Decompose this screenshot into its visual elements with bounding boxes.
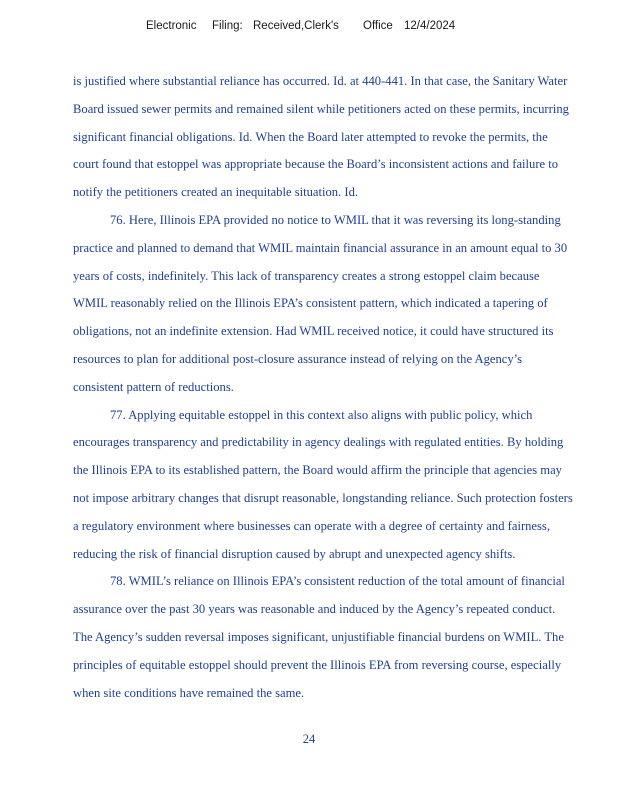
body-line: The Agency’s sudden reversal imposes significant, unjustifiable financial burdens on WMIL. The	[73, 629, 564, 644]
body-line: Board issued sewer permits and remained silent while petitioners acted on these permits, incurring	[73, 101, 569, 116]
body-line: principles of equitable estoppel should prevent the Illinois EPA from reversing course, especially	[73, 657, 562, 672]
body-line: notify the petitioners created an inequitable situation. Id.	[73, 185, 359, 200]
body-line: reducing the risk of financial disruption caused by abrupt and unexpected agency shifts.	[73, 546, 516, 561]
body-line: encourages transparency and predictability in agency dealings with regulated entities. By holding	[73, 435, 564, 450]
header-electronic: Electronic	[146, 20, 197, 32]
body-line: resources to plan for additional post-closure assurance instead of relying on the Agency’s	[73, 351, 523, 366]
header-date: 12/4/2024	[404, 20, 456, 32]
body-line: the Illinois EPA to its established pattern, the Board would affirm the principle that agencies may	[73, 463, 562, 478]
body-line: years of costs, indefinitely. This lack of transparency creates a strong estoppel claim because	[73, 268, 540, 283]
body-line: practice and planned to demand that WMIL maintain financial assurance in an amount equal to 30	[73, 240, 568, 255]
body-line: court found that estoppel was appropriate because the Board’s inconsistent actions and failure to	[73, 157, 559, 172]
body-line: WMIL reasonably relied on the Illinois EPA’s consistent pattern, which indicated a tapering of	[73, 296, 548, 311]
header-filing: Filing:	[212, 20, 243, 32]
body-line: significant financial obligations. Id. When the Board later attempted to revoke the permits, the	[73, 129, 548, 144]
header-received-clerks: Received,Clerk's	[253, 20, 339, 32]
header-office: Office	[363, 20, 393, 32]
page-number: 24	[302, 732, 316, 746]
body-line: when site conditions have remained the same.	[73, 685, 305, 700]
document-body	[73, 68, 613, 707]
body-line: obligations, not an indefinite extension. Had WMIL received notice, it could have structured its	[73, 324, 554, 339]
paragraph-76-start: 76. Here, Illinois EPA provided no notice to WMIL that it was reversing its long-standing	[110, 212, 561, 227]
body-line: is justified where substantial reliance has occurred. Id. at 440-441. In that case, the Sanitary Water	[73, 74, 568, 88]
paragraph-77-start: 77. Applying equitable estoppel in this context also aligns with public policy, which	[110, 407, 533, 422]
body-line: assurance over the past 30 years was reasonable and induced by the Agency’s repeated conduct.	[73, 602, 556, 617]
paragraph-78-start: 78. WMIL’s reliance on Illinois EPA’s consistent reduction of the total amount of financial	[110, 574, 565, 589]
body-line: consistent pattern of reductions.	[73, 379, 234, 394]
body-line: a regulatory environment where businesses can operate with a degree of certainty and fairness,	[73, 518, 550, 533]
body-line: not impose arbitrary changes that disrupt reasonable, longstanding reliance. Such protection fosters	[73, 490, 573, 505]
